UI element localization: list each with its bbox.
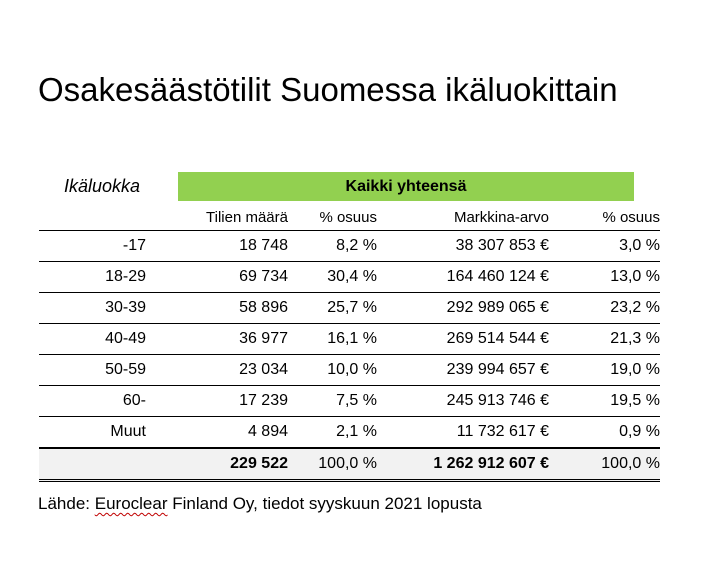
age-cell: 60- [39, 386, 146, 417]
value-cell: 38 307 853 € [377, 231, 549, 262]
value-share-cell: 19,0 % [549, 355, 660, 386]
col-header-empty [39, 205, 146, 231]
value-share-cell: 0,9 % [549, 417, 660, 449]
count-cell: 4 894 [146, 417, 288, 449]
group-header-band [178, 172, 634, 201]
count-cell: 18 748 [146, 231, 288, 262]
age-cell: 30-39 [39, 293, 146, 324]
total-share-cell: 100,0 % [288, 448, 377, 481]
table-row [39, 355, 660, 386]
value-cell: 245 913 746 € [377, 386, 549, 417]
source-prefix: Lähde: [38, 494, 95, 513]
age-cell: Muut [39, 417, 146, 449]
table-row [39, 386, 660, 417]
table-row [39, 262, 660, 293]
source-note [38, 494, 482, 514]
value-share-cell: 21,3 % [549, 324, 660, 355]
count-cell: 58 896 [146, 293, 288, 324]
table-row [39, 324, 660, 355]
share-cell: 7,5 % [288, 386, 377, 417]
share-cell: 30,4 % [288, 262, 377, 293]
value-cell: 239 994 657 € [377, 355, 549, 386]
count-cell: 23 034 [146, 355, 288, 386]
total-count-cell: 229 522 [146, 448, 288, 481]
col-header-market-value: Markkina-arvo [377, 205, 549, 231]
value-share-cell: 13,0 % [549, 262, 660, 293]
source-suffix: Finland Oy, tiedot syyskuun 2021 lopusta [167, 494, 482, 513]
share-cell: 16,1 % [288, 324, 377, 355]
slide-title: Osakesäästötilit Suomessa ikäluokittain [38, 71, 618, 108]
value-share-cell: 23,2 % [549, 293, 660, 324]
value-cell: 164 460 124 € [377, 262, 549, 293]
value-cell: 269 514 544 € [377, 324, 549, 355]
value-cell: 292 989 065 € [377, 293, 549, 324]
share-cell: 2,1 % [288, 417, 377, 449]
count-cell: 17 239 [146, 386, 288, 417]
age-cell: 40-49 [39, 324, 146, 355]
total-label-cell [39, 448, 146, 481]
col-header-share: % osuus [288, 205, 377, 231]
age-group-label: Ikäluokka [64, 176, 141, 196]
col-header-accounts: Tilien määrä [146, 205, 288, 231]
table-row [39, 293, 660, 324]
table-row [39, 231, 660, 262]
total-value-cell: 1 262 912 607 € [377, 448, 549, 481]
value-cell: 11 732 617 € [377, 417, 549, 449]
share-cell: 10,0 % [288, 355, 377, 386]
share-cell: 25,7 % [288, 293, 377, 324]
col-header-value-share: % osuus [549, 205, 660, 231]
age-cell: -17 [39, 231, 146, 262]
age-cell: 50-59 [39, 355, 146, 386]
value-share-cell: 3,0 % [549, 231, 660, 262]
count-cell: 69 734 [146, 262, 288, 293]
table-row [39, 417, 660, 449]
group-header-text: Kaikki yhteensä [345, 177, 467, 195]
stats-table [39, 205, 660, 482]
value-share-cell: 19,5 % [549, 386, 660, 417]
column-header-row [39, 205, 660, 231]
age-cell: 18-29 [39, 262, 146, 293]
share-cell: 8,2 % [288, 231, 377, 262]
source-org: Euroclear [94, 494, 168, 513]
count-cell: 36 977 [146, 324, 288, 355]
total-row [39, 448, 660, 481]
total-value-share-cell: 100,0 % [549, 448, 660, 481]
